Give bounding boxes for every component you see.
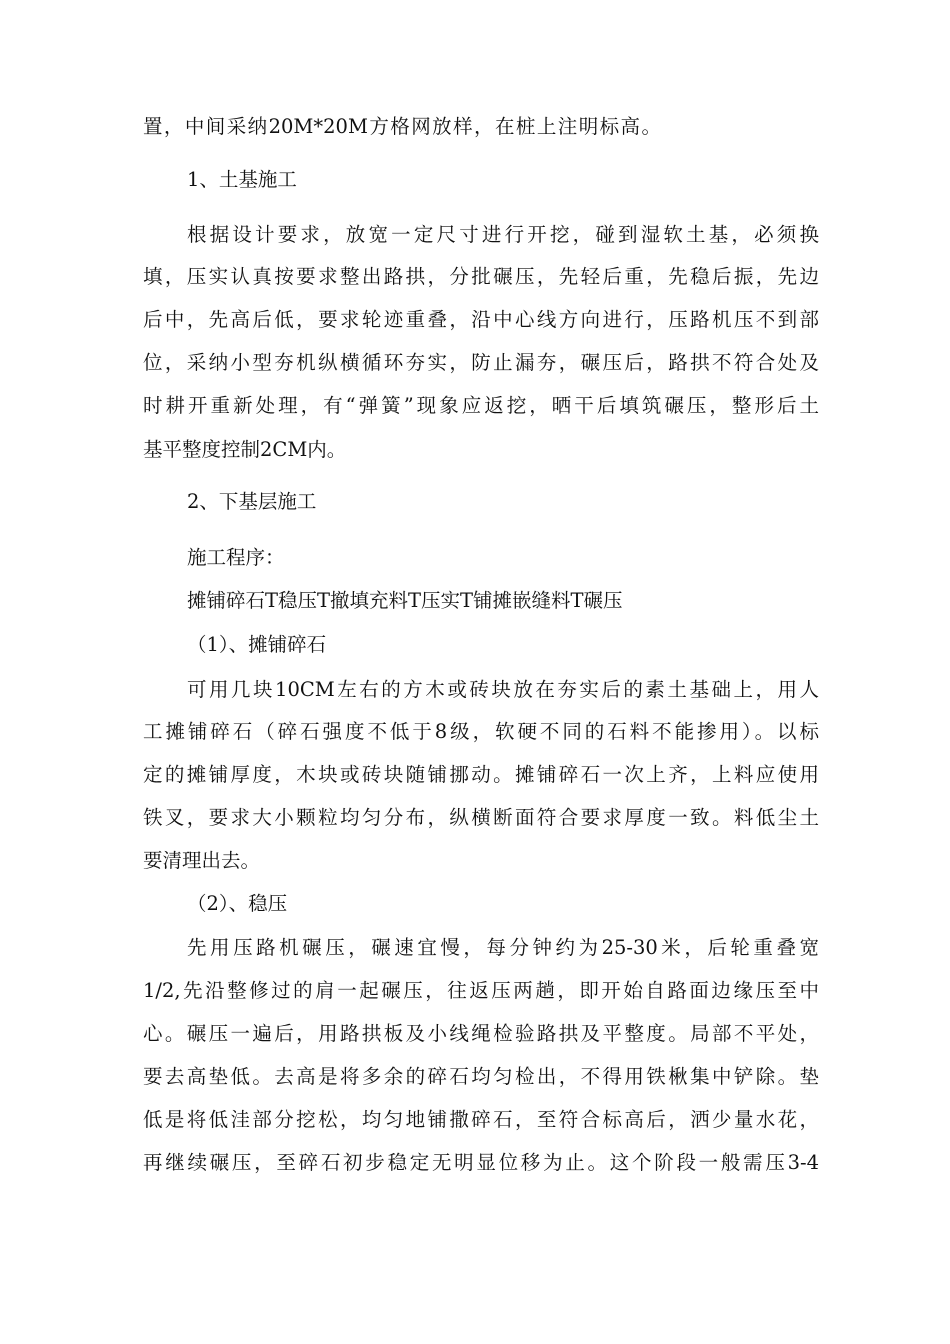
paragraph-line: 基平整度控制2CM内。 (143, 438, 347, 461)
paragraph-line: 施工程序： (187, 546, 285, 569)
paragraph-line: 时耕开重新处理，有“弹簧”现象应返挖，晒干后填筑碾压，整形后土 (143, 394, 819, 417)
paragraph-line: 1/2,先沿整修过的肩一起碾压，往返压两趟，即开始自路面边缘压至中 (143, 979, 819, 1002)
paragraph-line: 铁叉，要求大小颗粒均匀分布，纵横断面符合要求厚度一致。料低尘土 (143, 806, 819, 829)
subsection-heading: （2）、稳压 (187, 892, 288, 915)
section-heading: 2、下基层施工 (187, 490, 317, 513)
paragraph-line: 工摊铺碎石（碎石强度不低于8级，软硬不同的石料不能掺用）。以标 (143, 720, 819, 743)
paragraph-line: 先用压路机碾压，碾速宜慢，每分钟约为25-30米，后轮重叠宽 (187, 936, 819, 959)
paragraph-line: 要去高垫低。去高是将多余的碎石均匀检出，不得用铁楸集中铲除。垫 (143, 1065, 819, 1088)
paragraph-line: 心。碾压一遍后，用路拱板及小线绳检验路拱及平整度。局部不平处， (143, 1022, 819, 1045)
paragraph-line: 定的摊铺厚度，木块或砖块随铺挪动。摊铺碎石一次上齐，上料应使用 (143, 763, 819, 786)
paragraph-line: 填，压实认真按要求整出路拱，分批碾压，先轻后重，先稳后振，先边 (143, 265, 819, 288)
paragraph-line: 后中，先高后低，要求轮迹重叠，沿中心线方向进行，压路机压不到部 (143, 308, 819, 331)
paragraph-line: 置，中间采纳20M*20M方格网放样，在桩上注明标高。 (143, 115, 661, 138)
paragraph-line: 根据设计要求，放宽一定尺寸进行开挖，碰到湿软土基，必须换 (187, 223, 819, 246)
subsection-heading: （1）、摊铺碎石 (187, 633, 327, 656)
paragraph-line: 低是将低洼部分挖松，均匀地铺撒碎石，至符合标高后，洒少量水花， (143, 1108, 819, 1131)
paragraph-line: 可用几块10CM左右的方木或砖块放在夯实后的素土基础上，用人 (187, 678, 819, 701)
procedure-line: 摊铺碎石T稳压T撤填充料T压实T铺摊嵌缝料T碾压 (187, 589, 623, 612)
paragraph-line: 要清理出去。 (143, 849, 261, 872)
paragraph-line: 再继续碾压，至碎石初步稳定无明显位移为止。这个阶段一般需压3-4 (143, 1151, 819, 1174)
section-heading: 1、土基施工 (187, 168, 297, 191)
paragraph-line: 位，采纳小型夯机纵横循环夯实，防止漏夯，碾压后，路拱不符合处及 (143, 351, 819, 374)
